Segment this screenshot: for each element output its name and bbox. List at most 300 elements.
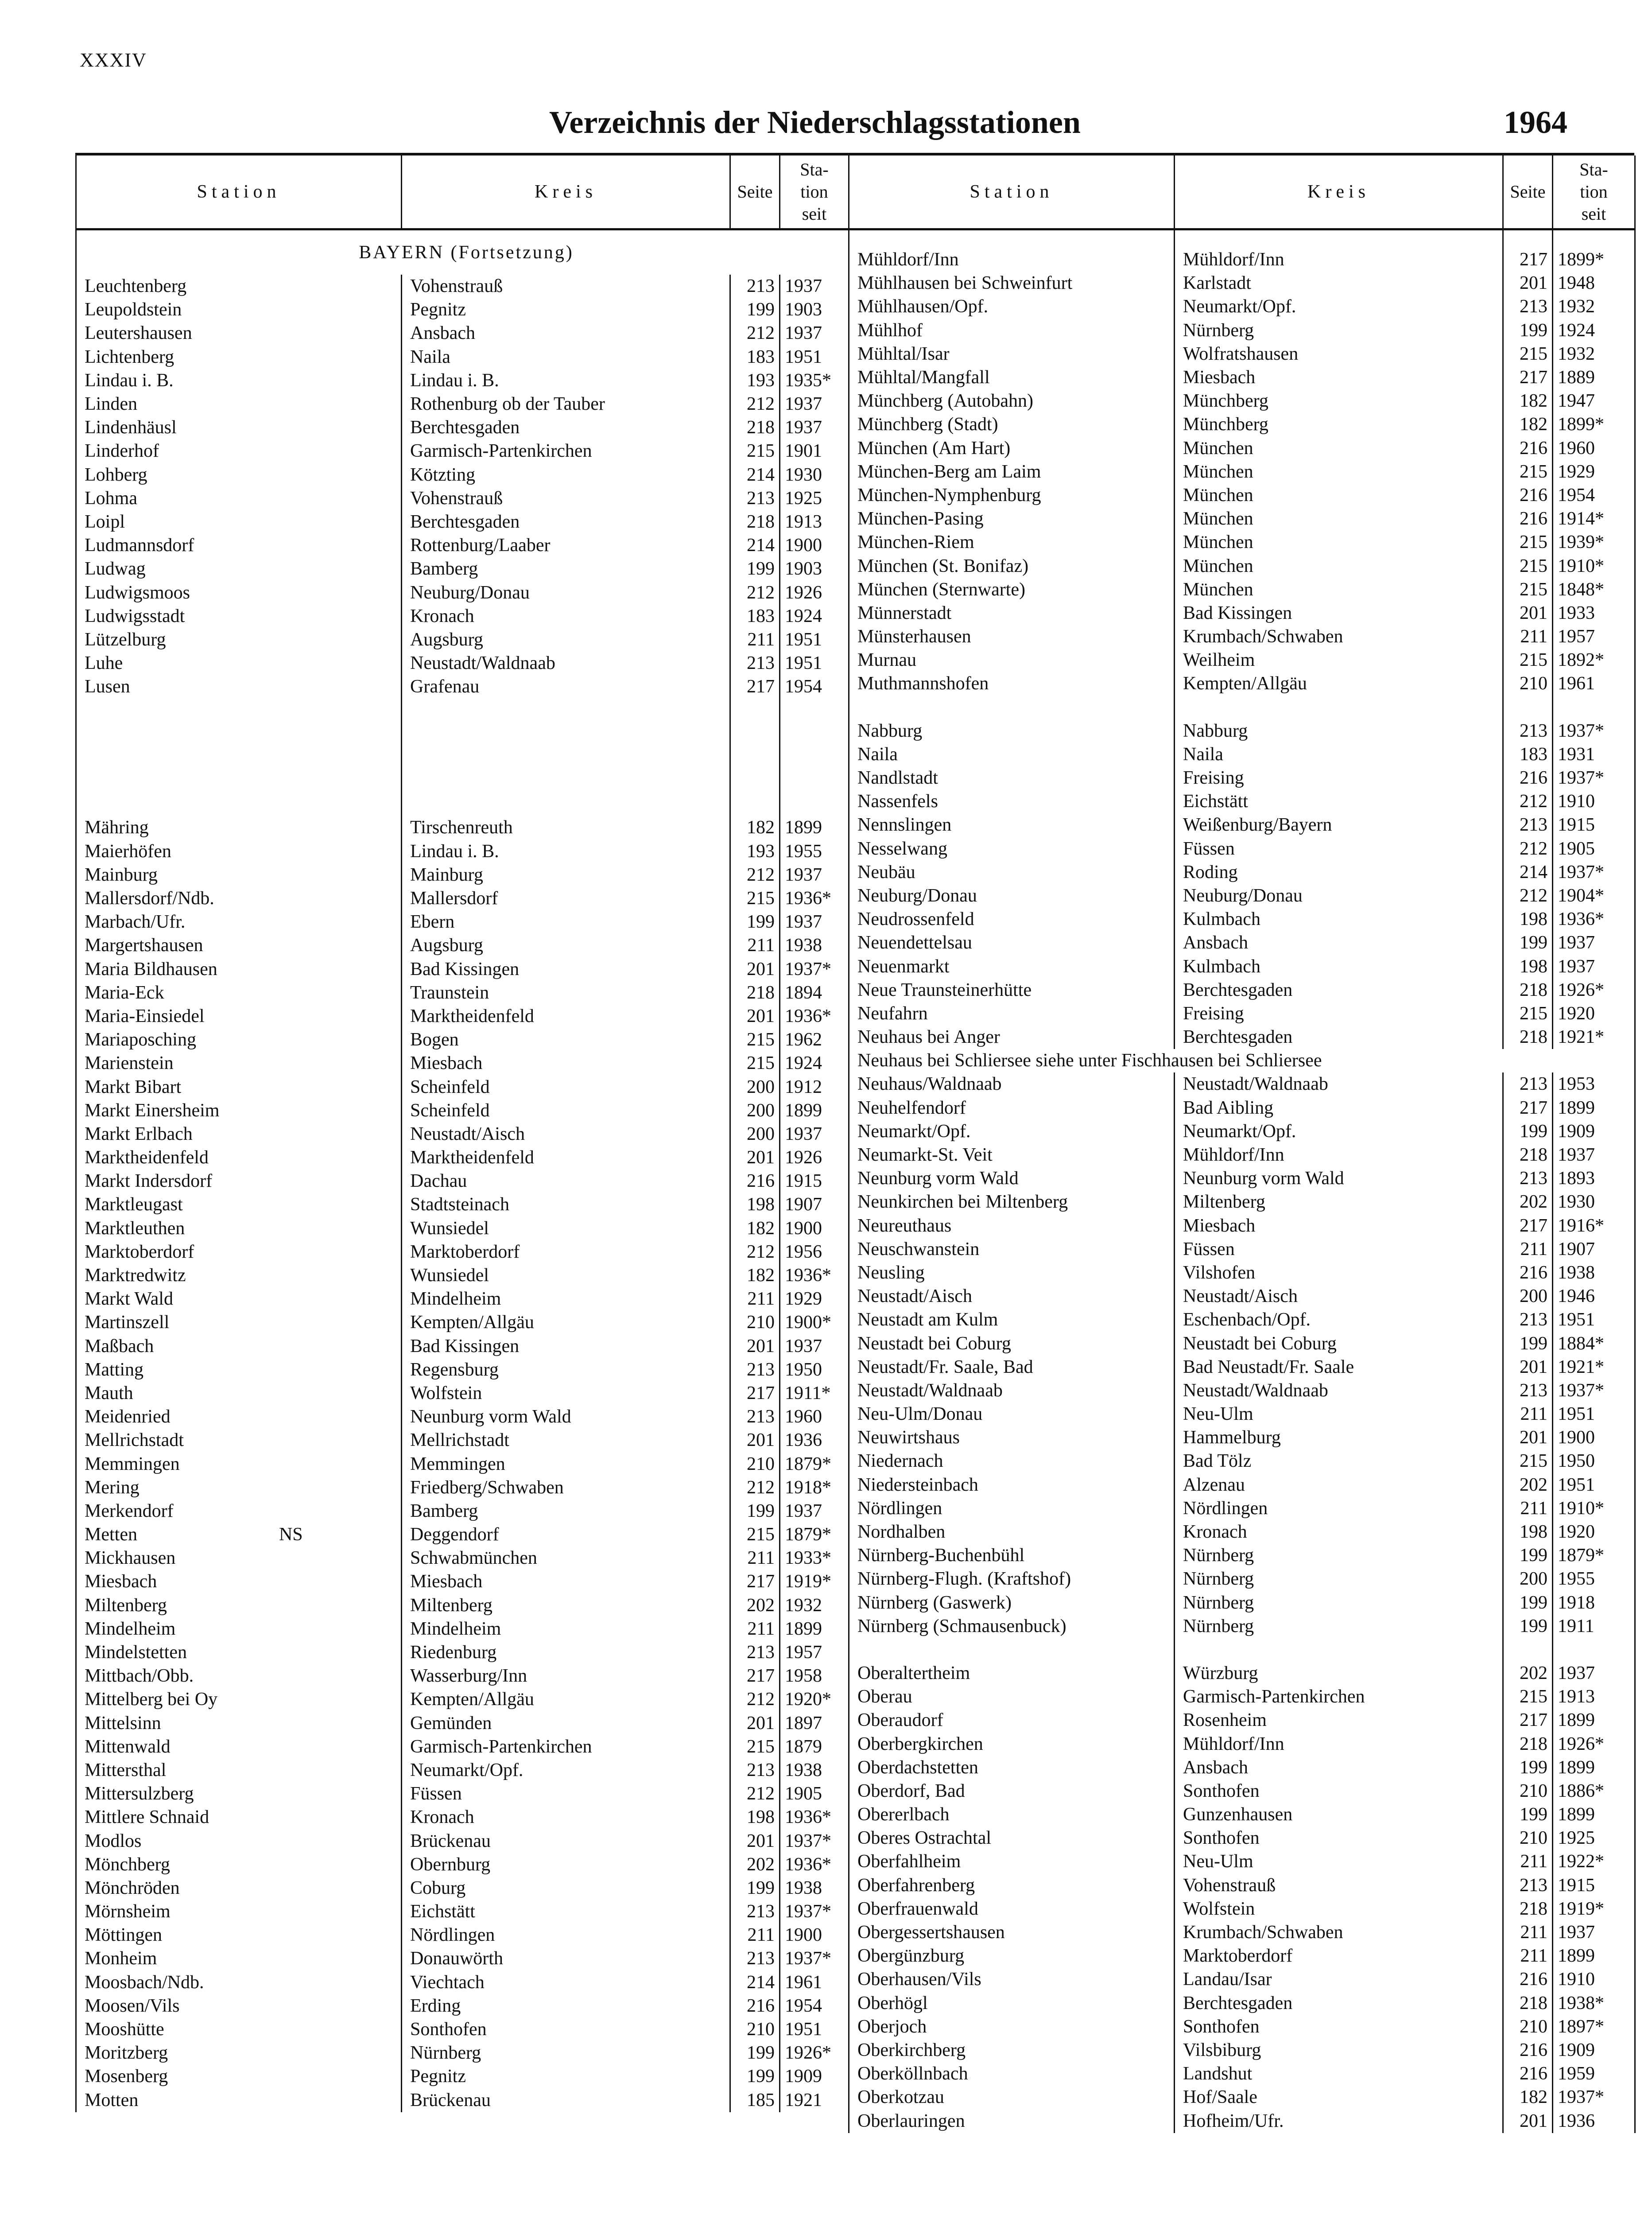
station-cell: Niedernach (849, 1449, 1175, 1473)
kreis-cell: Krumbach/Schwaben (1175, 1921, 1503, 1944)
header-kreis: Kreis (1175, 155, 1503, 229)
since-cell: 1932 (780, 1594, 849, 1617)
kreis-cell: Neustadt/Waldnaab (402, 652, 730, 675)
seite-cell: 217 (1503, 1096, 1553, 1120)
seite-cell: 213 (730, 1759, 780, 1782)
kreis-cell: Nürnberg (1175, 1567, 1503, 1591)
kreis-cell: München (1175, 578, 1503, 602)
station-cell: Meidenried (76, 1405, 402, 1429)
table-row (76, 863, 849, 887)
kreis-cell: Gunzenhausen (1175, 1803, 1503, 1826)
table-row (76, 887, 849, 910)
seite-cell: 198 (730, 1806, 780, 1829)
seite-cell: 212 (730, 1240, 780, 1264)
since-cell: 1900* (780, 1311, 849, 1334)
table-row (76, 981, 849, 1005)
station-cell: Neubäu (849, 861, 1175, 884)
page-year: 1964 (1504, 105, 1567, 140)
station-cell: Martinszell (76, 1311, 402, 1334)
seite-cell: 199 (1503, 931, 1553, 955)
kreis-cell: Sonthofen (1175, 1780, 1503, 1803)
since-cell: 1884* (1553, 1332, 1635, 1355)
station-cell: Oberfahlheim (849, 1850, 1175, 1873)
station-cell: Nesselwang (849, 837, 1175, 861)
seite-cell: 213 (1503, 1073, 1553, 1096)
seite-cell: 211 (1503, 1403, 1553, 1426)
table-row (76, 392, 849, 416)
table-row (849, 1238, 1635, 1261)
station-cell: Mosenberg (76, 2065, 402, 2088)
station-cell: Neustadt/Fr. Saale, Bad (849, 1356, 1175, 1379)
seite-cell: 183 (1503, 743, 1553, 766)
since-cell: 1889 (1553, 366, 1635, 389)
station-cell: Monheim (76, 1947, 402, 1970)
since-cell: 1926 (780, 1146, 849, 1170)
since-cell: 1899 (780, 816, 849, 839)
station-cell: Neumarkt-St. Veit (849, 1143, 1175, 1167)
seite-cell: 210 (730, 1311, 780, 1334)
kreis-cell: Sonthofen (402, 2018, 730, 2041)
cross-reference-row (849, 1049, 1635, 1073)
since-cell: 1951 (780, 346, 849, 369)
table-row (76, 557, 849, 581)
table-row (76, 1664, 849, 1688)
table-row (76, 1382, 849, 1405)
since-cell: 1950 (1553, 1449, 1635, 1473)
since-cell: 1937 (780, 416, 849, 439)
kreis-cell: Nürnberg (402, 2041, 730, 2065)
station-cell: Nördlingen (849, 1497, 1175, 1520)
seite-cell: 202 (730, 1594, 780, 1617)
station-cell: Lusen (76, 675, 402, 699)
table-row (849, 342, 1635, 366)
header-station: Station (849, 155, 1175, 229)
kreis-cell: Tirschenreuth (402, 816, 730, 839)
seite-cell: 213 (1503, 1874, 1553, 1897)
seite-cell: 212 (730, 322, 780, 345)
kreis-cell: Bad Kissingen (402, 1335, 730, 1358)
since-cell: 1913 (780, 510, 849, 534)
kreis-cell: Bad Aibling (1175, 1096, 1503, 1120)
since-cell: 1897* (1553, 2015, 1635, 2039)
station-cell: Niedersteinbach (849, 1473, 1175, 1497)
table-row (76, 2065, 849, 2088)
seite-cell: 199 (1503, 1591, 1553, 1615)
seite-cell: 215 (1503, 649, 1553, 672)
seite-cell: 214 (730, 1971, 780, 1994)
station-cell: Oberaltertheim (849, 1662, 1175, 1685)
since-cell: 1904* (1553, 884, 1635, 908)
table-row (76, 1971, 849, 1994)
table-row (76, 1641, 849, 1664)
seite-cell: 212 (730, 1688, 780, 1711)
kreis-cell: Hofheim/Ufr. (1175, 2109, 1503, 2133)
seite-cell: 213 (730, 487, 780, 510)
table-row (76, 1688, 849, 1711)
kreis-cell: Bogen (402, 1028, 730, 1052)
kreis-cell: Ansbach (1175, 1756, 1503, 1780)
station-cell: Maierhöfen (76, 840, 402, 863)
since-cell: 1879* (1553, 1544, 1635, 1567)
seite-cell: 216 (730, 1170, 780, 1193)
seite-cell: 213 (1503, 1167, 1553, 1190)
kreis-cell: Naila (1175, 743, 1503, 766)
kreis-cell: Garmisch-Partenkirchen (402, 439, 730, 463)
since-cell: 1918* (780, 1476, 849, 1500)
table-row (849, 1073, 1635, 1096)
table-row (76, 1240, 849, 1264)
kreis-cell: Bad Kissingen (1175, 602, 1503, 625)
seite-cell: 211 (730, 934, 780, 957)
since-cell: 1932 (1553, 342, 1635, 366)
table-row (849, 1096, 1635, 1120)
table-row (76, 1853, 849, 1877)
seite-cell: 211 (730, 1924, 780, 1947)
seite-cell: 211 (730, 1617, 780, 1641)
kreis-cell: Neustadt/Waldnaab (1175, 1073, 1503, 1096)
station-cell: Mühlhausen bei Schweinfurt (849, 272, 1175, 295)
station-cell: Mähring (76, 816, 402, 839)
seite-cell: 212 (1503, 837, 1553, 861)
table-row (76, 2018, 849, 2041)
table-row (849, 743, 1635, 766)
station-cell: Nürnberg (Schmausenbuck) (849, 1615, 1175, 1638)
since-cell: 1961 (1553, 672, 1635, 696)
kreis-cell: Ansbach (1175, 931, 1503, 955)
station-cell: Nassenfels (849, 790, 1175, 813)
seite-cell: 210 (1503, 1780, 1553, 1803)
since-cell: 1955 (1553, 1567, 1635, 1591)
seite-cell: 212 (730, 863, 780, 887)
since-cell: 1937 (780, 1500, 849, 1523)
kreis-cell: Miesbach (1175, 366, 1503, 389)
seite-cell: 216 (1503, 1968, 1553, 1991)
table-row (849, 389, 1635, 413)
since-cell: 1935* (780, 369, 849, 392)
since-cell: 1922* (1553, 1850, 1635, 1873)
kreis-cell: Berchtesgaden (1175, 979, 1503, 1002)
seite-cell: 182 (1503, 2086, 1553, 2109)
seite-cell: 193 (730, 369, 780, 392)
kreis-cell: Miltenberg (1175, 1190, 1503, 1214)
table-row (849, 248, 1635, 272)
table-row (76, 439, 849, 463)
table-row (849, 931, 1635, 955)
kreis-cell: Krumbach/Schwaben (1175, 625, 1503, 649)
seite-cell: 201 (730, 1335, 780, 1358)
since-cell: 1918 (1553, 1591, 1635, 1615)
kreis-cell: Coburg (402, 1877, 730, 1900)
seite-cell: 215 (1503, 1002, 1553, 1026)
kreis-cell: Mindelheim (402, 1287, 730, 1311)
table-row (76, 2041, 849, 2065)
kreis-cell: Regensburg (402, 1358, 730, 1382)
table-row (76, 581, 849, 604)
kreis-cell: Vilshofen (1175, 1261, 1503, 1285)
left-table-container (75, 155, 848, 2112)
since-cell: 1914* (1553, 507, 1635, 531)
seite-cell: 218 (1503, 1897, 1553, 1921)
station-cell: Neureuthaus (849, 1214, 1175, 1238)
seite-cell: 201 (1503, 1356, 1553, 1379)
since-cell: 1948 (1553, 272, 1635, 295)
since-cell: 1936 (780, 1429, 849, 1452)
table-row (849, 272, 1635, 295)
station-cell: Mönchberg (76, 1853, 402, 1877)
table-row (76, 1500, 849, 1523)
kreis-cell: Wunsiedel (402, 1217, 730, 1240)
station-cell: Leutershausen (76, 322, 402, 345)
table-row (76, 1146, 849, 1170)
since-cell: 1907 (780, 1193, 849, 1216)
station-cell: Mindelstetten (76, 1641, 402, 1664)
since-cell: 1937* (1553, 2086, 1635, 2109)
seite-cell: 182 (1503, 413, 1553, 436)
station-cell: Mallersdorf/Ndb. (76, 887, 402, 910)
kreis-cell: Sonthofen (1175, 1826, 1503, 1850)
seite-cell: 212 (1503, 884, 1553, 908)
station-cell: Murnau (849, 649, 1175, 672)
seite-cell: 218 (730, 416, 780, 439)
since-cell: 1926* (1553, 979, 1635, 1002)
since-cell: 1910 (1553, 790, 1635, 813)
kreis-cell: Bad Tölz (1175, 1449, 1503, 1473)
since-cell: 1937 (780, 392, 849, 416)
since-cell: 1946 (1553, 1285, 1635, 1308)
since-cell: 1924 (780, 1052, 849, 1075)
kreis-cell: Deggendorf (402, 1523, 730, 1547)
kreis-cell: Kronach (402, 605, 730, 628)
table-row (76, 652, 849, 675)
kreis-cell: Mühldorf/Inn (1175, 1143, 1503, 1167)
since-cell: 1960 (780, 1405, 849, 1429)
kreis-cell: Berchtesgaden (402, 510, 730, 534)
kreis-cell: Neustadt/Aisch (1175, 1285, 1503, 1308)
seite-cell: 202 (1503, 1473, 1553, 1497)
kreis-cell: Wolfstein (1175, 1897, 1503, 1921)
table-row (76, 369, 849, 392)
since-cell: 1911* (780, 1382, 849, 1405)
metten-note: NS (279, 1524, 303, 1545)
kreis-cell: Roding (1175, 861, 1503, 884)
station-cell: Neu-Ulm/Donau (849, 1403, 1175, 1426)
seite-cell: 211 (1503, 1238, 1553, 1261)
since-cell: 1937 (780, 910, 849, 934)
seite-cell: 211 (730, 628, 780, 652)
table-row (849, 413, 1635, 436)
kreis-cell: Pegnitz (402, 2065, 730, 2088)
seite-cell: 217 (730, 675, 780, 699)
seite-cell: 200 (730, 1075, 780, 1099)
since-cell: 1954 (780, 1994, 849, 2018)
kreis-cell: Münchberg (1175, 389, 1503, 413)
table-row (849, 1921, 1635, 1944)
kreis-cell: Nürnberg (1175, 319, 1503, 342)
seite-cell: 218 (730, 981, 780, 1005)
table-row (849, 649, 1635, 672)
table-row (76, 1123, 849, 1146)
table-row (849, 319, 1635, 342)
since-cell: 1913 (1553, 1685, 1635, 1709)
kreis-cell: Neunburg vorm Wald (1175, 1167, 1503, 1190)
kreis-cell: Grafenau (402, 675, 730, 699)
kreis-cell: Vohenstrauß (402, 487, 730, 510)
seite-cell: 215 (1503, 554, 1553, 578)
seite-cell: 214 (730, 534, 780, 557)
seite-cell: 199 (730, 298, 780, 322)
kreis-cell: Brückenau (402, 2089, 730, 2112)
since-cell: 1937 (1553, 1921, 1635, 1944)
table-row (76, 1994, 849, 2018)
kreis-cell: Vilsbiburg (1175, 2039, 1503, 2062)
table-row (76, 816, 849, 839)
header-station: Station (76, 155, 402, 229)
seite-cell: 211 (730, 1547, 780, 1570)
station-cell: Markt Erlbach (76, 1123, 402, 1146)
seite-cell: 202 (1503, 1662, 1553, 1685)
since-cell: 1899 (1553, 1709, 1635, 1732)
seite-cell: 216 (1503, 2039, 1553, 2062)
seite-cell: 201 (730, 1146, 780, 1170)
kreis-cell: Garmisch-Partenkirchen (1175, 1685, 1503, 1709)
station-cell: Möttingen (76, 1924, 402, 1947)
station-cell: Moritzberg (76, 2041, 402, 2065)
kreis-cell: Viechtach (402, 1971, 730, 1994)
table-row (76, 1193, 849, 1216)
kreis-cell: Landshut (1175, 2062, 1503, 2086)
table-row (76, 534, 849, 557)
table-row (76, 1335, 849, 1358)
kreis-cell: Miesbach (402, 1570, 730, 1593)
kreis-cell: Würzburg (1175, 1662, 1503, 1685)
since-cell: 1920 (1553, 1520, 1635, 1544)
station-cell: Mittersulzberg (76, 1782, 402, 1806)
station-cell: Linden (76, 392, 402, 416)
table-row (76, 463, 849, 487)
kreis-cell: Neumarkt/Opf. (1175, 295, 1503, 319)
table-row (849, 1709, 1635, 1732)
station-cell: Neuendettelsau (849, 931, 1175, 955)
table-row (849, 1403, 1635, 1426)
kreis-cell: Neustadt/Waldnaab (1175, 1379, 1503, 1403)
table-row (849, 437, 1635, 460)
since-cell: 1930 (780, 463, 849, 487)
seite-cell: 199 (730, 2065, 780, 2088)
station-cell: Münsterhausen (849, 625, 1175, 649)
table-row (76, 958, 849, 981)
station-cell: Ludmannsdorf (76, 534, 402, 557)
station-cell: Muthmannshofen (849, 672, 1175, 696)
table-row (76, 1217, 849, 1240)
since-cell: 1909 (1553, 1120, 1635, 1143)
station-cell: Neustadt bei Coburg (849, 1332, 1175, 1355)
table-row (849, 979, 1635, 1002)
kreis-cell: München (1175, 554, 1503, 578)
seite-cell: 216 (1503, 507, 1553, 531)
seite-cell: 210 (1503, 2015, 1553, 2039)
since-cell: 1900 (780, 1217, 849, 1240)
seite-cell: 211 (1503, 1850, 1553, 1873)
since-cell: 1957 (1553, 625, 1635, 649)
station-cell: Neustadt am Kulm (849, 1308, 1175, 1332)
station-cell: Neudrossenfeld (849, 908, 1175, 931)
station-cell: München (Am Hart) (849, 437, 1175, 460)
seite-cell: 215 (730, 1028, 780, 1052)
station-cell: München (St. Bonifaz) (849, 554, 1175, 578)
since-cell: 1910* (1553, 1497, 1635, 1520)
seite-cell: 213 (730, 652, 780, 675)
kreis-cell: Kulmbach (1175, 955, 1503, 978)
seite-cell: 201 (1503, 602, 1553, 625)
station-cell: Neumarkt/Opf. (849, 1120, 1175, 1143)
seite-cell: 198 (1503, 908, 1553, 931)
kreis-cell: Mühldorf/Inn (1175, 1732, 1503, 1756)
seite-cell: 201 (730, 1429, 780, 1452)
since-cell: 1925 (780, 487, 849, 510)
seite-cell: 185 (730, 2089, 780, 2112)
table-row (849, 766, 1635, 790)
station-cell: Mittlere Schnaid (76, 1806, 402, 1829)
seite-cell: 213 (730, 1405, 780, 1429)
kreis-cell: Kronach (402, 1806, 730, 1829)
since-cell: 1937 (780, 1335, 849, 1358)
kreis-cell: München (1175, 460, 1503, 484)
table-row (849, 366, 1635, 389)
since-cell: 1937* (1553, 861, 1635, 884)
since-cell: 1951 (780, 652, 849, 675)
station-cell: München-Riem (849, 531, 1175, 554)
station-cell: Neustadt/Aisch (849, 1285, 1175, 1308)
seite-cell: 216 (1503, 484, 1553, 507)
station-cell: Oberes Ostrachtal (849, 1826, 1175, 1850)
kreis-cell: Rothenburg ob der Tauber (402, 392, 730, 416)
seite-cell: 215 (1503, 460, 1553, 484)
kreis-cell: Miesbach (402, 1052, 730, 1075)
table-row (849, 1190, 1635, 1214)
table-row (849, 1167, 1635, 1190)
kreis-cell: Mindelheim (402, 1617, 730, 1641)
since-cell: 1938 (780, 1759, 849, 1782)
seite-cell: 182 (730, 816, 780, 839)
seite-cell: 212 (1503, 790, 1553, 813)
kreis-cell: Miesbach (1175, 1214, 1503, 1238)
since-cell: 1938 (780, 934, 849, 957)
station-cell: Maria Bildhausen (76, 958, 402, 981)
station-cell: Marbach/Ufr. (76, 910, 402, 934)
table-row (849, 1544, 1635, 1567)
table-row (849, 1332, 1635, 1355)
header-station-seit: Sta- tion seit (1553, 155, 1635, 229)
since-cell: 1936* (780, 1005, 849, 1028)
since-cell: 1953 (1553, 1073, 1635, 1096)
since-cell: 1959 (1553, 2062, 1635, 2086)
station-cell: Lohma (76, 487, 402, 510)
station-cell: Neufahrn (849, 1002, 1175, 1026)
station-cell: Oberkotzau (849, 2086, 1175, 2109)
since-cell: 1937 (1553, 931, 1635, 955)
station-cell: Modlos (76, 1829, 402, 1853)
page-title: Verzeichnis der Niederschlagsstationen (549, 105, 1081, 140)
table-row (849, 1261, 1635, 1285)
table-row (76, 1028, 849, 1052)
since-cell: 1936* (780, 1853, 849, 1877)
table-row (76, 1759, 849, 1782)
seite-cell: 200 (1503, 1285, 1553, 1308)
kreis-cell: Eschenbach/Opf. (1175, 1308, 1503, 1332)
since-cell: 1894 (780, 981, 849, 1005)
table-row (76, 1594, 849, 1617)
table-row (849, 1992, 1635, 2015)
